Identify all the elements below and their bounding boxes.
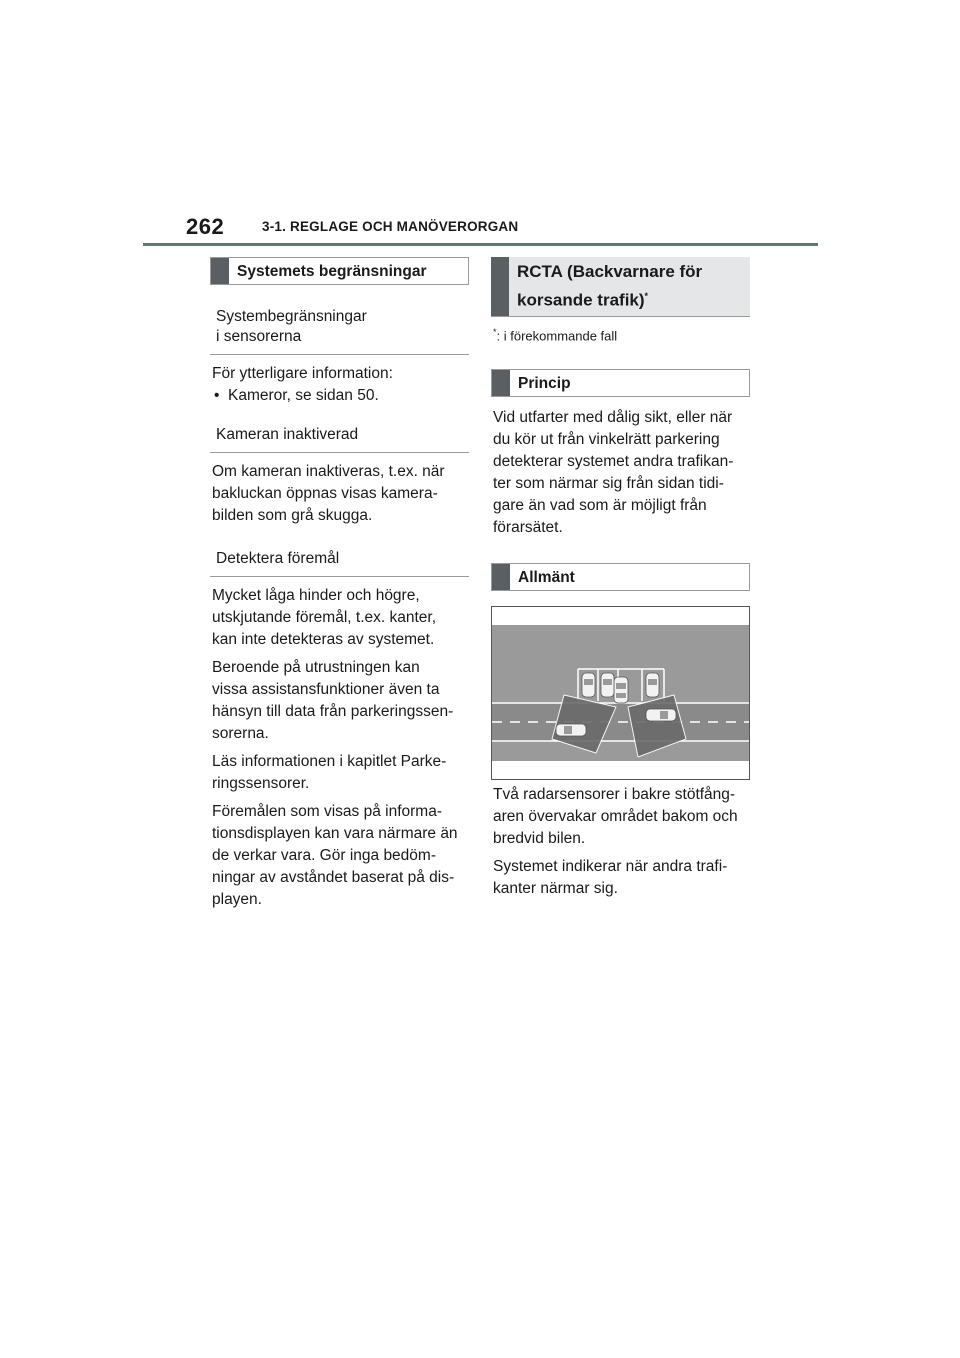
section-title: Allmänt — [518, 568, 575, 586]
line: ter som närmar sig från sidan tidi- — [493, 474, 724, 492]
paragraph-camera — [210, 461, 469, 527]
footnote-mark: * — [493, 326, 497, 337]
asterisk: * — [644, 291, 649, 301]
line: kanter närmar sig. — [493, 879, 618, 897]
line: de verkar vara. Gör inga bedöm- — [212, 847, 436, 864]
subheading-line: Systembegränsningar — [216, 308, 367, 325]
paragraph-objects-4 — [210, 801, 469, 911]
subheading-text: Detektera föremål — [216, 550, 340, 567]
line: Läs informationen i kapitlet Parke- — [212, 753, 447, 770]
line: bilden som grå skugga. — [212, 507, 373, 524]
line: utskjutande föremål, t.ex. kanter, — [212, 609, 437, 626]
line: detekterar systemet andra trafikan- — [493, 452, 734, 470]
chapter-title: 3-1. REGLAGE OCH MANÖVERORGAN — [262, 219, 519, 234]
paragraph-princip — [491, 407, 750, 539]
header-rule — [143, 243, 818, 246]
subheading-text: Kameran inaktiverad — [216, 426, 359, 443]
ego-car — [614, 677, 628, 703]
subheading-camera-inactive — [210, 417, 469, 453]
left-column — [210, 257, 469, 911]
paragraph-allmant-2 — [491, 856, 750, 900]
paragraph-objects-3 — [210, 751, 469, 795]
section-heading-limitations — [210, 257, 469, 285]
rcta-diagram — [492, 607, 749, 779]
line: Beroende på utrustningen kan — [212, 659, 420, 676]
line: kan inte detekteras av systemet. — [212, 631, 435, 648]
line: bakluckan öppnas visas kamera- — [212, 485, 438, 502]
title-line: korsande trafik) — [517, 290, 645, 310]
bullet-dot: • — [214, 387, 220, 404]
paragraph-objects-2 — [210, 657, 469, 745]
section-title: Systemets begränsningar — [237, 263, 427, 280]
page-number: 262 — [186, 214, 225, 239]
line: ringssensorer. — [212, 775, 310, 792]
section-title: Princip — [518, 374, 571, 392]
section-heading-princip — [491, 369, 750, 397]
footnote-text: : i förekommande fall — [496, 327, 618, 343]
section-heading-rcta — [491, 257, 750, 317]
line: ningar av avståndet baserat på dis- — [212, 869, 455, 886]
rcta-illustration — [491, 606, 750, 780]
section-heading-allmant — [491, 563, 750, 591]
right-column — [491, 257, 750, 900]
crossing-car-right — [646, 709, 676, 721]
parked-car-1 — [582, 673, 595, 697]
line: Två radarsensorer i bakre stötfång- — [493, 785, 736, 803]
parked-car-3 — [646, 673, 659, 697]
paragraph-allmant-1 — [491, 784, 750, 850]
line: Om kameran inaktiveras, t.ex. när — [212, 463, 445, 480]
line: Vid utfarter med dålig sikt, eller när — [493, 408, 733, 426]
title-line: RCTA (Backvarnare för — [517, 262, 703, 281]
line: Mycket låga hinder och högre, — [212, 587, 420, 604]
footnote — [491, 323, 750, 345]
bullet-item — [210, 385, 469, 407]
line: du kör ut från vinkelrätt parkering — [493, 430, 720, 448]
line: sorerna. — [212, 725, 269, 742]
link-cameras[interactable]: Kameror, se sidan 50. — [228, 387, 379, 404]
line: vissa assistansfunktioner även ta — [212, 681, 440, 698]
line: Systemet indikerar när andra trafi- — [493, 857, 728, 875]
info-intro: För ytterligare information: — [212, 365, 393, 382]
subheading-line: i sensorerna — [216, 328, 302, 345]
line: Föremålen som visas på informa- — [212, 803, 442, 820]
parked-car-2 — [601, 673, 614, 697]
line: tionsdisplayen kan vara närmare än — [212, 825, 458, 842]
line: bredvid bilen. — [493, 829, 586, 847]
line: hänsyn till data från parkeringssen- — [212, 703, 454, 720]
line: gare än vad som är möjligt från — [493, 496, 707, 514]
line: playen. — [212, 891, 262, 908]
crossing-car-left — [556, 724, 586, 736]
section-title — [517, 257, 750, 316]
subheading-detect-objects — [210, 541, 469, 577]
paragraph-objects-1 — [210, 585, 469, 651]
line: förarsätet. — [493, 518, 563, 536]
subheading-sensor-limits — [210, 285, 469, 355]
line: aren övervakar området bakom och — [493, 807, 738, 825]
